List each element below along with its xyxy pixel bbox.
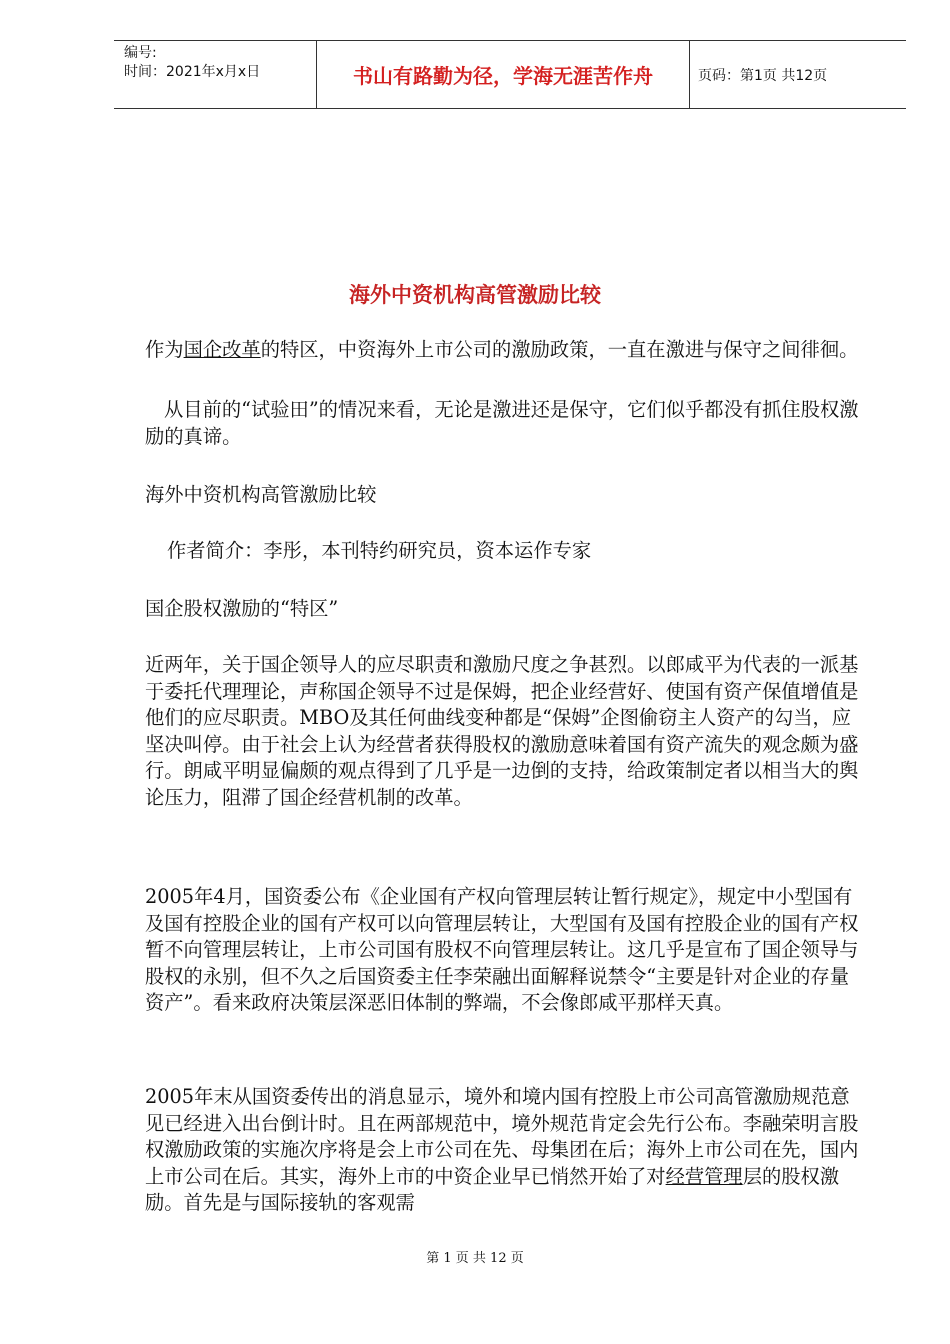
paragraph-author: 作者简介：李彤，本刊特约研究员，资本运作专家	[167, 539, 592, 562]
text-span: 层的股权激励。首先是与国际接轨的客观需	[145, 1164, 840, 1215]
text-span: 2005年末从国资委传出的消息显示，境外和境内国有控股上市公司高管激励规范意见已经进入出台倒计时。且在两部规范中，境外规范肯定会先行公布。李融荣明言股权激励政策的实施次序将是会上市公司在先、母集团在后；海外上市公司在先，国内上市公司在后。其实，海外上市的中资企业早已悄然开始了对	[145, 1085, 859, 1188]
paragraph-debate: 近两年，关于国企领导人的应尽职责和激励尺度之争甚烈。以郎咸平为代表的一派基于委托代理理论，声称国企领导不过是保姆，把企业经营好、使国有资产保值增值是他们的应尽职责。MBO及其任何曲线变种都是“保姆”企图偷窃主人资产的勾当，应坚决叫停。由于社会上认为经营者获得股权的激励意味着国有资产流失的观念颇为盛行。朗咸平明显偏颇的观点得到了几乎是一边倒的支持，给政策制定者以相当大的舆论压力，阻滞了国企经营机制的改革。	[145, 653, 859, 809]
text-span: 作为	[145, 338, 184, 361]
document-number-label: 编号:	[124, 45, 157, 61]
header-page-label: 页码：第1页 共12页	[698, 67, 828, 84]
section-heading: 国企股权激励的“特区”	[145, 597, 339, 620]
paragraph-experiment: 从目前的“试验田”的情况来看，无论是激进还是保守，它们似乎都没有抓住股权激励的真谛。	[145, 398, 859, 448]
paragraph-subtitle: 海外中资机构高管激励比较	[145, 483, 377, 506]
header-meta	[114, 41, 316, 108]
paragraph-2005-april: 2005年4月，国资委公布《企业国有产权向管理层转让暂行规定》，规定中小型国有及国有控股企业的国有产权可以向管理层转让，大型国有及国有控股企业的国有产权暂不向管理层转让，上市公司国有股权不向管理层转让。这几乎是宣布了国企领导与股权的永别，但不久之后国资委主任李荣融出面解释说禁令“主要是针对企业的存量资产”。看来政府决策层深恶旧体制的弊端，不会像郎咸平那样天真。	[145, 885, 859, 1015]
link-state-enterprise-reform[interactable]: 国企改革	[183, 338, 261, 361]
document-title: 海外中资机构高管激励比较	[349, 283, 601, 307]
document-time-label: 时间：2021年x月x日	[124, 64, 261, 80]
header-motto: 书山有路勤为径，学海无涯苦作舟	[316, 41, 690, 108]
page-footer: 第 1 页 共 12 页	[426, 1251, 524, 1266]
link-management[interactable]: 经营管理	[665, 1164, 743, 1188]
text-span: 的特区，中资海外上市公司的激励政策，一直在激进与保守之间徘徊。	[260, 338, 859, 361]
paragraph-2005-end	[145, 1084, 865, 1217]
paragraph-intro	[145, 337, 865, 364]
header-table	[114, 40, 906, 109]
